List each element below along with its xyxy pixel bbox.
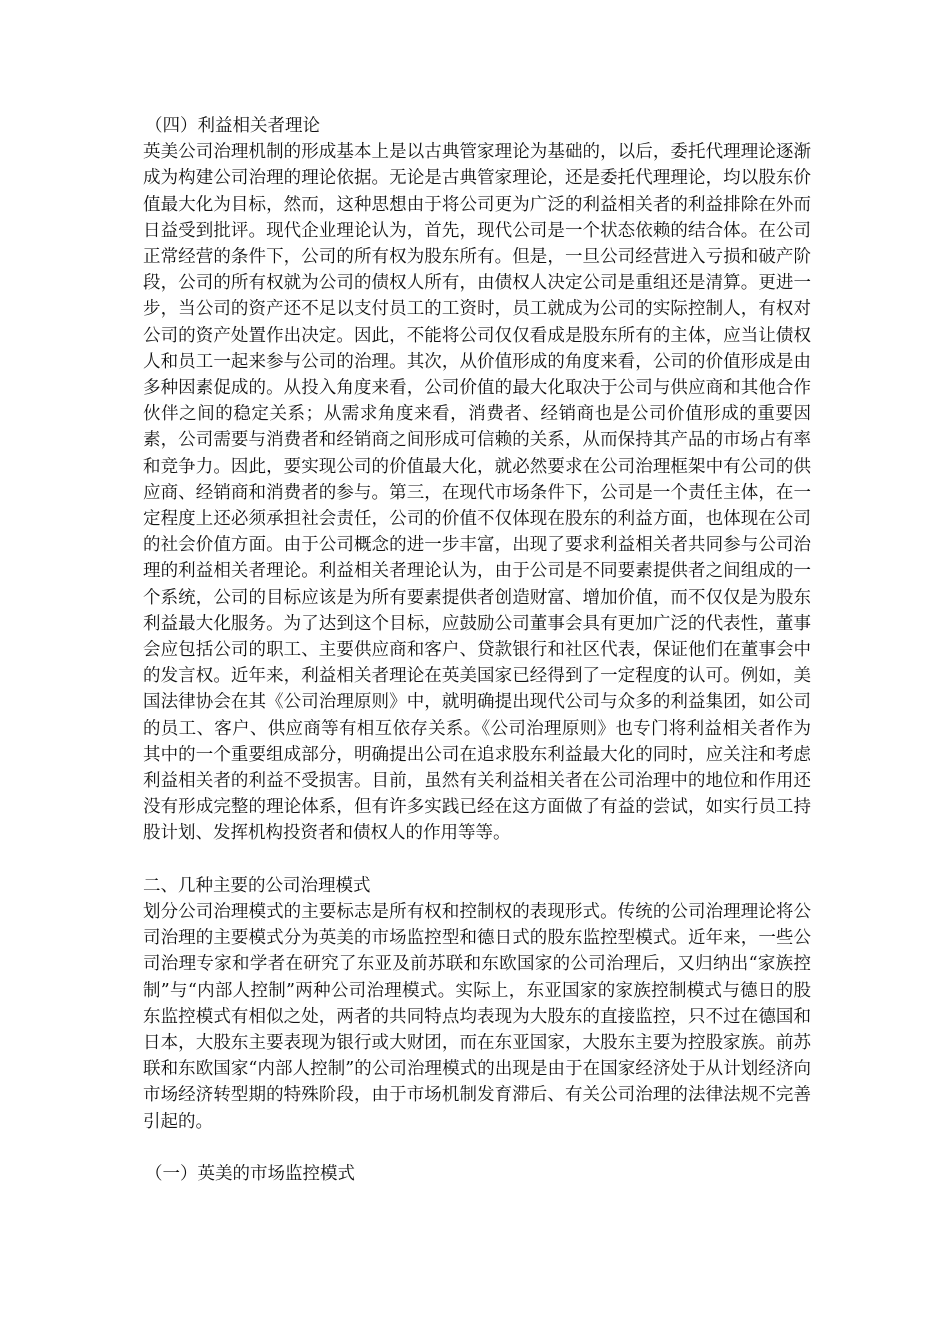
paragraph-governance-models: 划分公司治理模式的主要标志是所有权和控制权的表现形式。传统的公司治理理论将公司治理的主要模式分为英美的市场监控型和德日式的股东监控型模式。近年来，一些公司治理专家和学者在研究了东亚及前苏联和东欧国家的公司治理后，又归纳出“家族控制”与“内部人控制”两种公司治理模式。实际上，东亚国家的家族控制模式与德日的股东监控模式有相似之处，两者的共同特点均表现为大股东的直接监控，只不过在德国和日本，大股东主要表现为银行或大财团，而在东亚国家，大股东主要为控股家族。前苏联和东欧国家“内部人控制”的公司治理模式的出现是由于在国家经济处于从计划经济向市场经济转型期的特殊阶段，由于市场机制发育滞后、有关公司治理的法律法规不完善引起的。 — [143, 901, 811, 1132]
section-heading-stakeholder-theory: （四）利益相关者理论 — [145, 116, 320, 136]
paragraph-spacer — [143, 1135, 811, 1161]
document-body — [143, 113, 811, 1187]
section-heading-governance-models: 二、几种主要的公司治理模式 — [143, 875, 371, 896]
section-heading-anglo-american-model: （一）英美的市场监控模式 — [145, 1163, 355, 1184]
paragraph-spacer — [143, 847, 811, 873]
paragraph-stakeholder-theory: 英美公司治理机制的形成基本上是以古典管家理论为基础的，以后，委托代理理论逐渐成为构建公司治理的理论依据。无论是古典管家理论，还是委托代理理论，均以股东价值最大化为目标，然而，这种思想由于将公司更为广泛的利益相关者的利益排除在外而日益受到批评。现代企业理论认为，首先，现代公司是一个状态依赖的结合体。在公司正常经营的条件下，公司的所有权为股东所有。但是，一旦公司经营进入亏损和破产阶段，公司的所有权就为公司的债权人所有，由债权人决定公司是重组还是清算。更进一步，当公司的资产还不足以支付员工的工资时，员工就成为公司的实际控制人，有权对公司的资产处置作出决定。因此，不能将公司仅仅看成是股东所有的主体，应当让债权人和员工一起来参与公司的治理。其次，从价值形成的角度来看，公司的价值形成是由多种因素促成的。从投入角度来看，公司价值的最大化取决于公司与供应商和其他合作伙伴之间的稳定关系；从需求角度来看，消费者、经销商也是公司价值形成的重要因素，公司需要与消费者和经销商之间形成可信赖的关系，从而保持其产品的市场占有率和竞争力。因此，要实现公司的价值最大化，就必然要求在公司治理框架中有公司的供应商、经销商和消费者的参与。第三，在现代市场条件下，公司是一个责任主体，在一定程度上还必须承担社会责任，公司的价值不仅体现在股东的利益方面，也体现在公司的社会价值方面。由于公司概念的进一步丰富，出现了要求利益相关者共同参与公司治理的利益相关者理论。利益相关者理论认为，由于公司是不同要素提供者之间组成的一个系统，公司的目标应该是为所有要素提供者创造财富、增加价值，而不仅仅是为股东利益最大化服务。为了达到这个目标，应鼓励公司董事会具有更加广泛的代表性，董事会应包括公司的职工、主要供应商和客户、贷款银行和社区代表，保证他们在董事会中的发言权。近年来，利益相关者理论在英美国家已经得到了一定程度的认可。例如，美国法律协会在其《公司治理原则》中，就明确提出现代公司与众多的利益集团，如公司的员工、客户、供应商等有相互依存关系。《公司治理原则》也专门将利益相关者作为其中的一个重要组成部分，明确提出公司在追求股东利益最大化的同时，应关注和考虑利益相关者的利益不受损害。目前，虽然有关利益相关者在公司治理中的地位和作用还没有形成完整的理论体系，但有许多实践已经在这方面做了有益的尝试，如实行员工持股计划、发挥机构投资者和债权人的作用等等。 — [143, 142, 811, 844]
